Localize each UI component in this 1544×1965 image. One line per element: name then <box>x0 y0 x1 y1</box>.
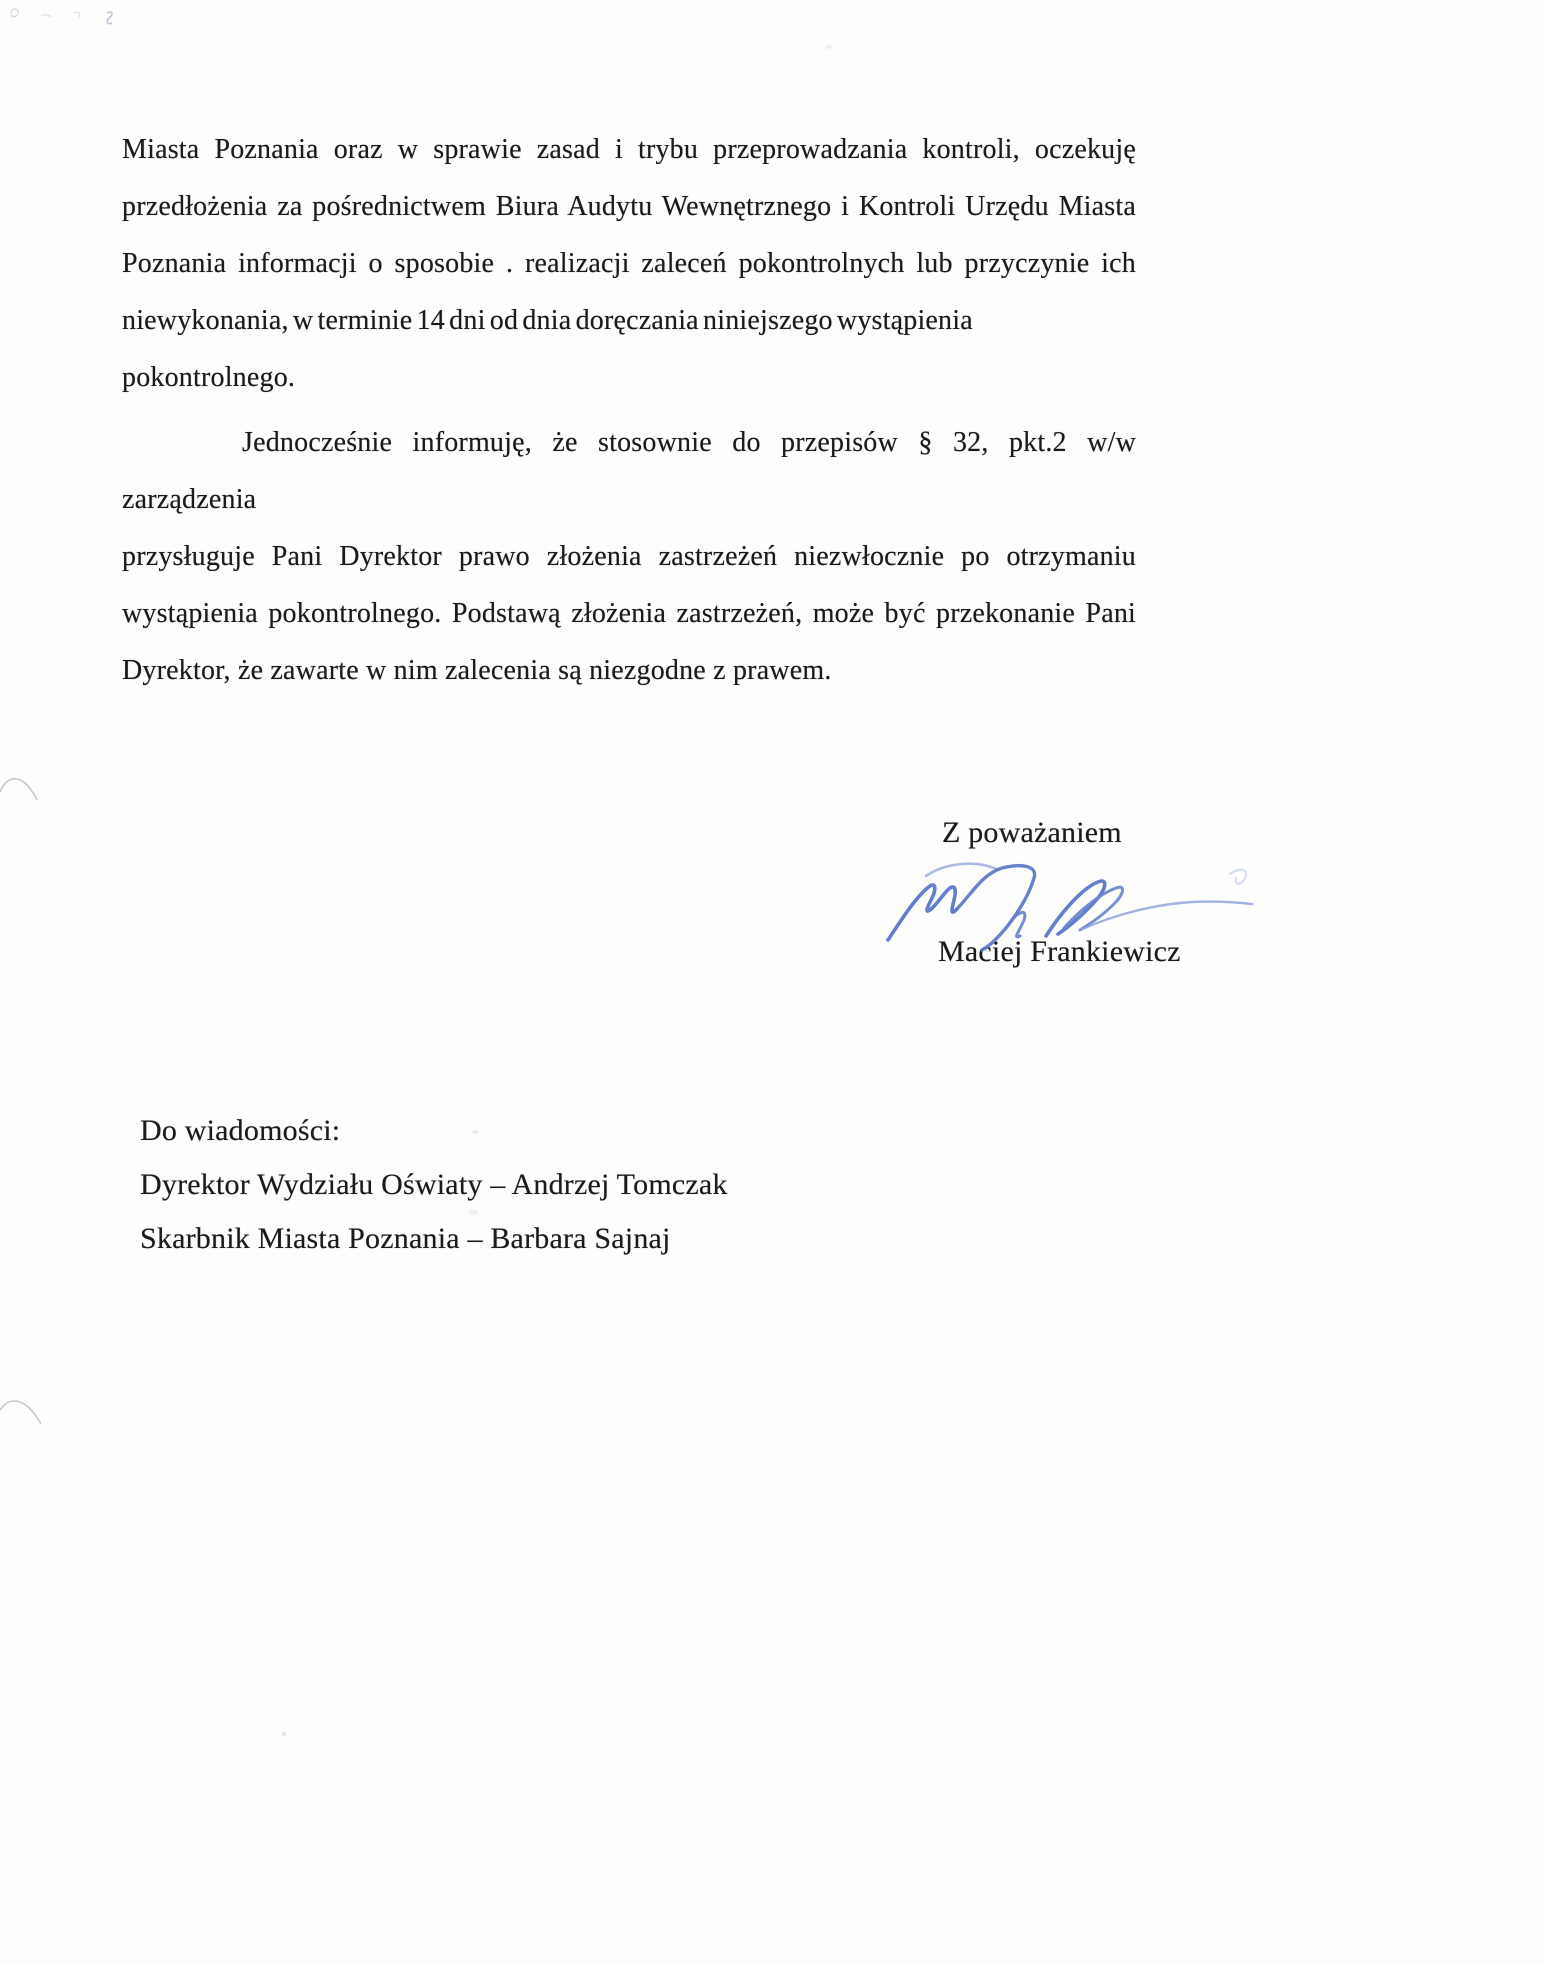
scan-artifact-arc <box>0 768 48 806</box>
paragraph-line: wystąpienia pokontrolnego. Podstawą złożenia zastrzeżeń, może być przekonanie Pani <box>122 598 1136 629</box>
cc-block <box>140 1104 728 1266</box>
cc-recipient: Skarbnik Miasta Poznania – Barbara Sajnaj <box>140 1222 671 1255</box>
paragraph-2 <box>122 414 1136 699</box>
scan-artifact-dot <box>282 1732 286 1736</box>
paragraph-line: niewykonania, w terminie 14 dni od dnia doręczania niniejszego wystąpienia pokontrolnego. <box>122 305 973 393</box>
signer-name: Maciej Frankiewicz <box>938 935 1181 968</box>
scan-artifact-arc <box>0 1392 52 1432</box>
paragraph-line: Dyrektor, że zawarte w nim zalecenia są niezgodne z prawem. <box>122 655 832 686</box>
paragraph-1 <box>122 121 1136 406</box>
paragraph-line: Jednocześnie informuję, że stosownie do przepisów § 32, pkt.2 w/w zarządzenia <box>122 427 1136 515</box>
closing-salutation: Z poważaniem <box>942 816 1122 849</box>
paragraph-line: przedłożenia za pośrednictwem Biura Audytu Wewnętrznego i Kontroli Urzędu Miasta <box>122 191 1136 222</box>
scan-artifact-specks <box>4 4 134 38</box>
cc-heading: Do wiadomości: <box>140 1114 341 1147</box>
paragraph-line: Miasta Poznania oraz w sprawie zasad i trybu przeprowadzania kontroli, oczekuję <box>122 134 1136 165</box>
paragraph-line: przysługuje Pani Dyrektor prawo złożenia zastrzeżeń niezwłocznie po otrzymaniu <box>122 541 1136 572</box>
scan-artifact-smudge <box>826 45 832 49</box>
paragraph-line: Poznania informacji o sposobie . realizacji zaleceń pokontrolnych lub przyczynie ich <box>122 248 1136 279</box>
cc-recipient: Dyrektor Wydziału Oświaty – Andrzej Tomczak <box>140 1168 728 1201</box>
